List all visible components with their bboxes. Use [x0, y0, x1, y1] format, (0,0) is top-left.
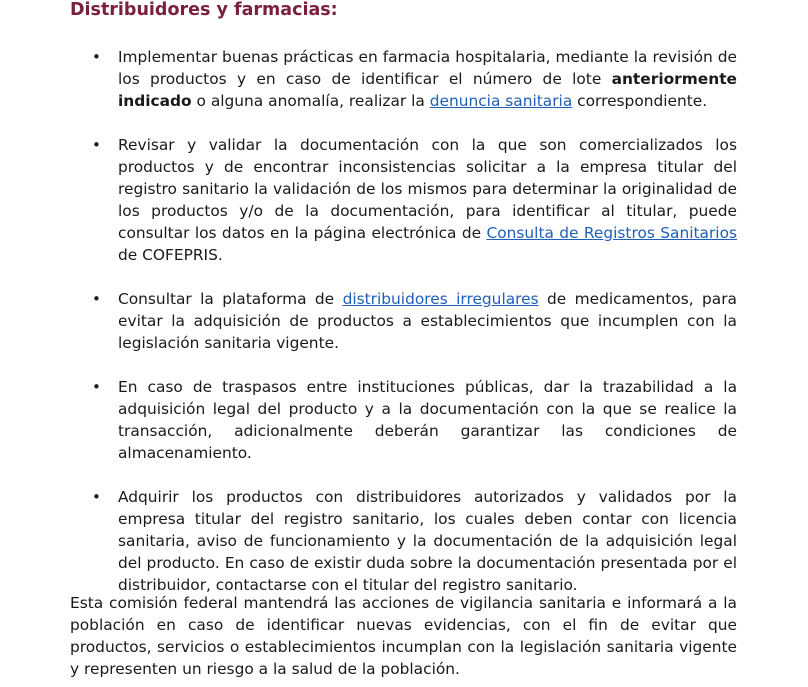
section-heading: Distribuidores y farmacias: [70, 0, 338, 20]
list-item [70, 46, 737, 112]
denuncia-sanitaria-link[interactable]: denuncia sanitaria [429, 92, 573, 110]
recommendation-list [70, 46, 737, 618]
closing-paragraph: Esta comisión federal mantendrá las acciones de vigilancia sanitaria e informará a la población en caso de identificar nuevas evidencias, con el fin de evitar que productos, servicios o establecimientos incumplan con la legislación sanitaria vigente y representen un riesgo a la salud de la población. [70, 594, 737, 678]
list-item-text-part: Consultar la plataforma de [118, 290, 343, 308]
bullet-icon: • [92, 136, 101, 154]
bullet-icon: • [92, 290, 101, 308]
list-item [70, 486, 737, 596]
bullet-icon: • [92, 48, 101, 66]
list-item-text: Adquirir los productos con distribuidores autorizados y validados por la empresa titular del registro sanitario, los cuales deben contar con licencia sanitaria, aviso de funcionamiento y la documentación de la adquisición legal del producto. En caso de existir duda sobre la documentación presentada por el distribuidor, contactarse con el titular del registro sanitario. [118, 488, 737, 594]
list-item-text-part: de COFEPRIS. [118, 246, 223, 264]
bullet-icon: • [92, 488, 101, 506]
list-item-text-part: Implementar buenas prácticas en farmacia hospitalaria, mediante la revisión de los productos y en caso de identificar el número de lote [118, 48, 737, 88]
list-item-text-part: Revisar y validar la documentación con la que son comercializados los productos y de encontrar inconsistencias solicitar a la empresa titular del registro sanitario la validación de los mismos para determinar la originalidad de los productos y/o de la documentación, para identificar al titular, puede consultar los datos en la página electrónica de [118, 136, 737, 242]
consulta-registros-sanitarios-link[interactable]: Consulta de Registros Sanitarios [486, 224, 737, 242]
list-item-text [118, 288, 737, 354]
emphasis-text: anteriormente indicado [118, 70, 737, 110]
list-item-text-part: correspondiente. [572, 92, 708, 110]
list-item [70, 288, 737, 354]
list-item-text-part: de medicamentos, para evitar la adquisición de productos a establecimientos que incumplen con la legislación sanitaria vigente. [118, 290, 737, 352]
list-item-text-part: o alguna anomalía, realizar la [191, 92, 430, 110]
list-item-text [118, 46, 737, 112]
distribuidores-irregulares-link[interactable]: distribuidores irregulares [342, 290, 539, 308]
list-item-text [118, 134, 737, 266]
list-item [70, 134, 737, 266]
list-item-text: En caso de traspasos entre instituciones públicas, dar la trazabilidad a la adquisición legal del producto y a la documentación con la que se realice la transacción, adicionalmente deberán garantizar las condiciones de almacenamiento. [118, 378, 737, 462]
bullet-icon: • [92, 378, 101, 396]
list-item [70, 376, 737, 464]
